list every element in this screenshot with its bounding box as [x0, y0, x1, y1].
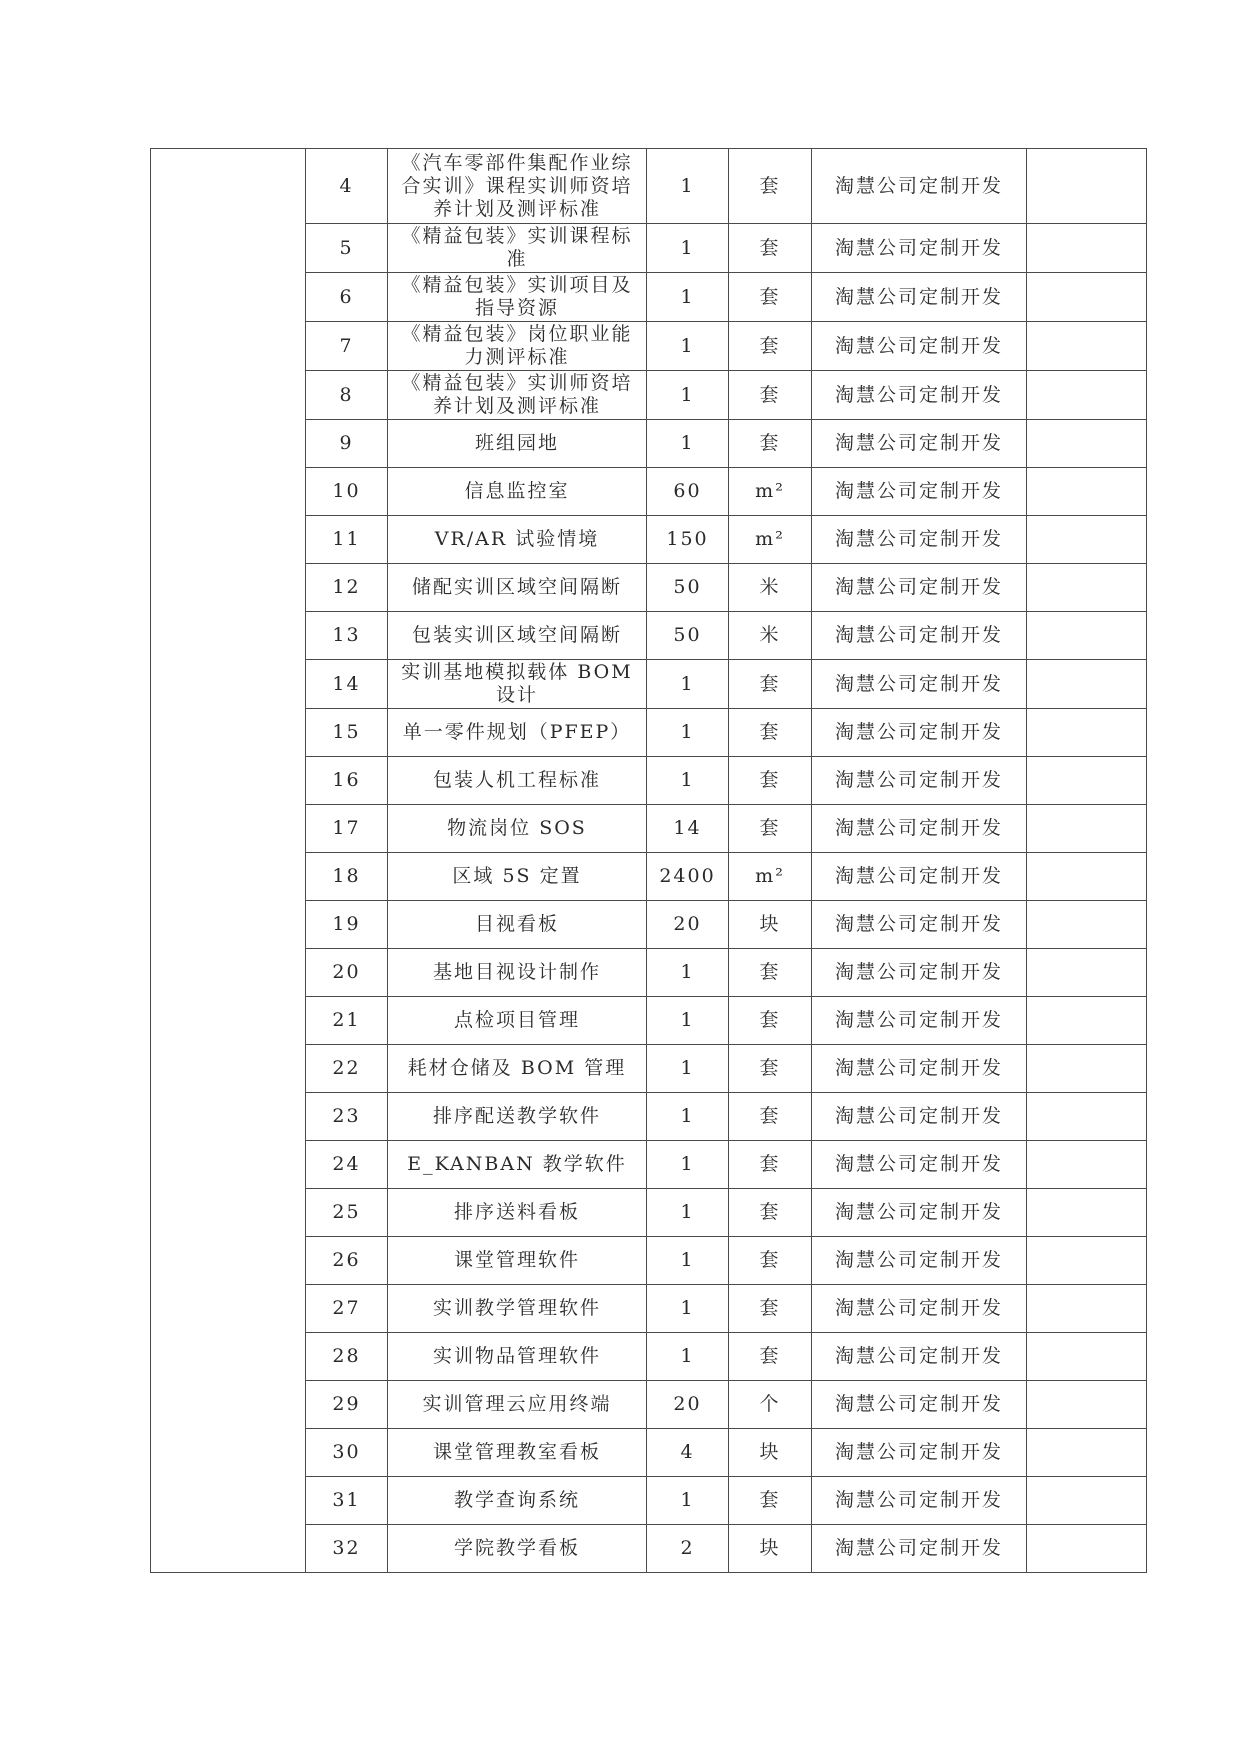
cell-number: 28	[306, 1333, 388, 1381]
equipment-list-table	[150, 148, 1147, 1573]
cell-number: 19	[306, 901, 388, 949]
item-name-text: 单一零件规划（PFEP）	[402, 721, 632, 743]
item-name-text: 《精益包装》实训师资培养计划及测评标准	[401, 372, 633, 417]
cell-source: 淘慧公司定制开发	[812, 1189, 1027, 1237]
item-name-text: 课堂管理教室看板	[432, 1441, 601, 1463]
cell-source: 淘慧公司定制开发	[812, 468, 1027, 516]
cell-source: 淘慧公司定制开发	[812, 997, 1027, 1045]
cell-unit: 套	[729, 757, 812, 805]
cell-number: 4	[306, 149, 388, 224]
cell-number: 24	[306, 1141, 388, 1189]
cell-unit: 套	[729, 149, 812, 224]
cell-number: 11	[306, 516, 388, 564]
cell-unit: 套	[729, 1237, 812, 1285]
cell-remark	[1027, 709, 1147, 757]
cell-quantity: 1	[647, 1285, 729, 1333]
item-name-text: 学院教学看板	[453, 1537, 580, 1559]
cell-source: 淘慧公司定制开发	[812, 1333, 1027, 1381]
cell-item-name	[388, 757, 647, 805]
cell-item-name	[388, 901, 647, 949]
item-name-text: 耗材仓储及 BOM 管理	[407, 1057, 627, 1079]
cell-remark	[1027, 1477, 1147, 1525]
cell-item-name	[388, 1237, 647, 1285]
item-name-text: 课堂管理软件	[453, 1249, 580, 1271]
cell-remark	[1027, 149, 1147, 224]
cell-remark	[1027, 1333, 1147, 1381]
cell-source: 淘慧公司定制开发	[812, 853, 1027, 901]
cell-unit: 块	[729, 901, 812, 949]
cell-number: 31	[306, 1477, 388, 1525]
cell-number: 10	[306, 468, 388, 516]
cell-item-name	[388, 564, 647, 612]
cell-remark	[1027, 853, 1147, 901]
cell-item-name	[388, 371, 647, 420]
cell-item-name	[388, 1189, 647, 1237]
cell-unit: 套	[729, 1045, 812, 1093]
cell-item-name	[388, 1285, 647, 1333]
cell-source: 淘慧公司定制开发	[812, 1237, 1027, 1285]
item-name-text: 目视看板	[474, 913, 559, 935]
cell-remark	[1027, 901, 1147, 949]
item-name-text: 《精益包装》实训课程标准	[401, 225, 633, 270]
cell-number: 13	[306, 612, 388, 660]
cell-number: 17	[306, 805, 388, 853]
cell-number: 16	[306, 757, 388, 805]
cell-item-name	[388, 853, 647, 901]
cell-remark	[1027, 1093, 1147, 1141]
cell-source: 淘慧公司定制开发	[812, 709, 1027, 757]
cell-source: 淘慧公司定制开发	[812, 1093, 1027, 1141]
cell-item-name	[388, 1093, 647, 1141]
cell-quantity: 1	[647, 224, 729, 273]
cell-item-name	[388, 420, 647, 468]
item-name-text: 《精益包装》实训项目及指导资源	[401, 274, 633, 319]
item-name-text: 排序送料看板	[453, 1201, 580, 1223]
cell-number: 20	[306, 949, 388, 997]
cell-unit: 套	[729, 1093, 812, 1141]
cell-quantity: 50	[647, 612, 729, 660]
cell-unit: 米	[729, 612, 812, 660]
cell-remark	[1027, 660, 1147, 709]
cell-source: 淘慧公司定制开发	[812, 1429, 1027, 1477]
cell-item-name	[388, 805, 647, 853]
item-name-text: 实训物品管理软件	[432, 1345, 601, 1367]
cell-item-name	[388, 149, 647, 224]
cell-remark	[1027, 468, 1147, 516]
cell-item-name	[388, 224, 647, 273]
cell-source: 淘慧公司定制开发	[812, 516, 1027, 564]
cell-source: 淘慧公司定制开发	[812, 757, 1027, 805]
item-name-text: 实训管理云应用终端	[422, 1393, 612, 1415]
cell-source: 淘慧公司定制开发	[812, 273, 1027, 322]
cell-unit: 套	[729, 224, 812, 273]
cell-number: 29	[306, 1381, 388, 1429]
cell-source: 淘慧公司定制开发	[812, 1141, 1027, 1189]
item-name-text: 包装人机工程标准	[432, 769, 601, 791]
cell-number: 12	[306, 564, 388, 612]
cell-quantity: 1	[647, 997, 729, 1045]
table-body	[151, 149, 1147, 1573]
cell-number: 8	[306, 371, 388, 420]
item-name-text: 基地目视设计制作	[432, 961, 601, 983]
cell-item-name	[388, 468, 647, 516]
cell-source: 淘慧公司定制开发	[812, 805, 1027, 853]
cell-unit: 套	[729, 997, 812, 1045]
cell-source: 淘慧公司定制开发	[812, 371, 1027, 420]
cell-remark	[1027, 1381, 1147, 1429]
cell-source: 淘慧公司定制开发	[812, 660, 1027, 709]
cell-number: 25	[306, 1189, 388, 1237]
cell-unit: 套	[729, 660, 812, 709]
item-name-text: 信息监控室	[464, 480, 570, 502]
cell-unit: 块	[729, 1429, 812, 1477]
cell-remark	[1027, 949, 1147, 997]
cell-item-name	[388, 1477, 647, 1525]
item-name-text: 教学查询系统	[453, 1489, 580, 1511]
cell-quantity: 1	[647, 1237, 729, 1285]
cell-unit: 套	[729, 949, 812, 997]
cell-remark	[1027, 322, 1147, 371]
cell-quantity: 1	[647, 371, 729, 420]
cell-item-name	[388, 660, 647, 709]
item-name-text: 实训教学管理软件	[432, 1297, 601, 1319]
cell-quantity: 1	[647, 149, 729, 224]
cell-remark	[1027, 1237, 1147, 1285]
cell-unit: 套	[729, 1141, 812, 1189]
item-name-text: 包装实训区域空间隔断	[411, 624, 622, 646]
cell-source: 淘慧公司定制开发	[812, 564, 1027, 612]
cell-remark	[1027, 1189, 1147, 1237]
cell-remark	[1027, 273, 1147, 322]
cell-source: 淘慧公司定制开发	[812, 1381, 1027, 1429]
item-name-text: 区域 5S 定置	[452, 865, 582, 887]
cell-unit: 套	[729, 420, 812, 468]
cell-source: 淘慧公司定制开发	[812, 1477, 1027, 1525]
cell-group-merged	[151, 149, 306, 1573]
table-row	[151, 149, 1147, 224]
item-name-text: 《汽车零部件集配作业综合实训》课程实训师资培养计划及测评标准	[401, 151, 633, 220]
cell-quantity: 1	[647, 1189, 729, 1237]
cell-unit: 个	[729, 1381, 812, 1429]
cell-unit: 米	[729, 564, 812, 612]
cell-source: 淘慧公司定制开发	[812, 149, 1027, 224]
cell-remark	[1027, 997, 1147, 1045]
cell-unit: 块	[729, 1525, 812, 1573]
cell-quantity: 150	[647, 516, 729, 564]
cell-quantity: 1	[647, 420, 729, 468]
cell-number: 5	[306, 224, 388, 273]
cell-unit: 套	[729, 273, 812, 322]
cell-unit: 套	[729, 371, 812, 420]
cell-number: 15	[306, 709, 388, 757]
item-name-text: 实训基地模拟载体 BOM 设计	[401, 661, 633, 706]
cell-remark	[1027, 1285, 1147, 1333]
cell-quantity: 2400	[647, 853, 729, 901]
cell-item-name	[388, 709, 647, 757]
cell-quantity: 1	[647, 1045, 729, 1093]
cell-remark	[1027, 612, 1147, 660]
cell-quantity: 20	[647, 901, 729, 949]
cell-item-name	[388, 1045, 647, 1093]
cell-remark	[1027, 564, 1147, 612]
cell-remark	[1027, 420, 1147, 468]
cell-item-name	[388, 1429, 647, 1477]
cell-quantity: 1	[647, 757, 729, 805]
cell-source: 淘慧公司定制开发	[812, 420, 1027, 468]
cell-remark	[1027, 1141, 1147, 1189]
item-name-text: E_KANBAN 教学软件	[407, 1153, 627, 1175]
cell-item-name	[388, 516, 647, 564]
cell-number: 9	[306, 420, 388, 468]
item-name-text: 储配实训区域空间隔断	[411, 576, 622, 598]
cell-item-name	[388, 949, 647, 997]
cell-quantity: 1	[647, 273, 729, 322]
cell-number: 27	[306, 1285, 388, 1333]
cell-source: 淘慧公司定制开发	[812, 612, 1027, 660]
cell-number: 23	[306, 1093, 388, 1141]
cell-quantity: 2	[647, 1525, 729, 1573]
cell-source: 淘慧公司定制开发	[812, 322, 1027, 371]
item-name-text: 物流岗位 SOS	[447, 817, 587, 839]
item-name-text: 班组园地	[474, 432, 559, 454]
item-name-text: 排序配送教学软件	[432, 1105, 601, 1127]
cell-item-name	[388, 1525, 647, 1573]
cell-item-name	[388, 612, 647, 660]
cell-item-name	[388, 1333, 647, 1381]
cell-unit: 套	[729, 1189, 812, 1237]
item-name-text: 点检项目管理	[453, 1009, 580, 1031]
cell-remark	[1027, 805, 1147, 853]
cell-quantity: 1	[647, 949, 729, 997]
cell-source: 淘慧公司定制开发	[812, 901, 1027, 949]
cell-quantity: 1	[647, 709, 729, 757]
cell-remark	[1027, 1429, 1147, 1477]
cell-number: 21	[306, 997, 388, 1045]
cell-number: 7	[306, 322, 388, 371]
cell-remark	[1027, 1525, 1147, 1573]
item-name-text: 《精益包装》岗位职业能力测评标准	[401, 323, 633, 368]
cell-number: 22	[306, 1045, 388, 1093]
cell-unit: 套	[729, 322, 812, 371]
cell-source: 淘慧公司定制开发	[812, 949, 1027, 997]
cell-item-name	[388, 997, 647, 1045]
cell-remark	[1027, 516, 1147, 564]
cell-quantity: 1	[647, 322, 729, 371]
cell-quantity: 14	[647, 805, 729, 853]
cell-number: 6	[306, 273, 388, 322]
cell-number: 18	[306, 853, 388, 901]
cell-unit: m²	[729, 853, 812, 901]
cell-number: 26	[306, 1237, 388, 1285]
cell-remark	[1027, 1045, 1147, 1093]
cell-source: 淘慧公司定制开发	[812, 224, 1027, 273]
cell-item-name	[388, 1381, 647, 1429]
cell-remark	[1027, 371, 1147, 420]
cell-unit: 套	[729, 1285, 812, 1333]
cell-quantity: 20	[647, 1381, 729, 1429]
cell-quantity: 4	[647, 1429, 729, 1477]
cell-quantity: 50	[647, 564, 729, 612]
cell-number: 30	[306, 1429, 388, 1477]
cell-source: 淘慧公司定制开发	[812, 1045, 1027, 1093]
cell-unit: m²	[729, 468, 812, 516]
cell-unit: m²	[729, 516, 812, 564]
cell-quantity: 60	[647, 468, 729, 516]
cell-item-name	[388, 1141, 647, 1189]
cell-unit: 套	[729, 1477, 812, 1525]
cell-number: 14	[306, 660, 388, 709]
cell-item-name	[388, 322, 647, 371]
cell-quantity: 1	[647, 1477, 729, 1525]
cell-quantity: 1	[647, 1333, 729, 1381]
cell-source: 淘慧公司定制开发	[812, 1285, 1027, 1333]
cell-number: 32	[306, 1525, 388, 1573]
cell-remark	[1027, 224, 1147, 273]
cell-quantity: 1	[647, 1141, 729, 1189]
cell-source: 淘慧公司定制开发	[812, 1525, 1027, 1573]
cell-quantity: 1	[647, 1093, 729, 1141]
cell-unit: 套	[729, 1333, 812, 1381]
cell-unit: 套	[729, 709, 812, 757]
cell-remark	[1027, 757, 1147, 805]
item-name-text: VR/AR 试验情境	[434, 528, 600, 550]
cell-quantity: 1	[647, 660, 729, 709]
cell-item-name	[388, 273, 647, 322]
cell-unit: 套	[729, 805, 812, 853]
